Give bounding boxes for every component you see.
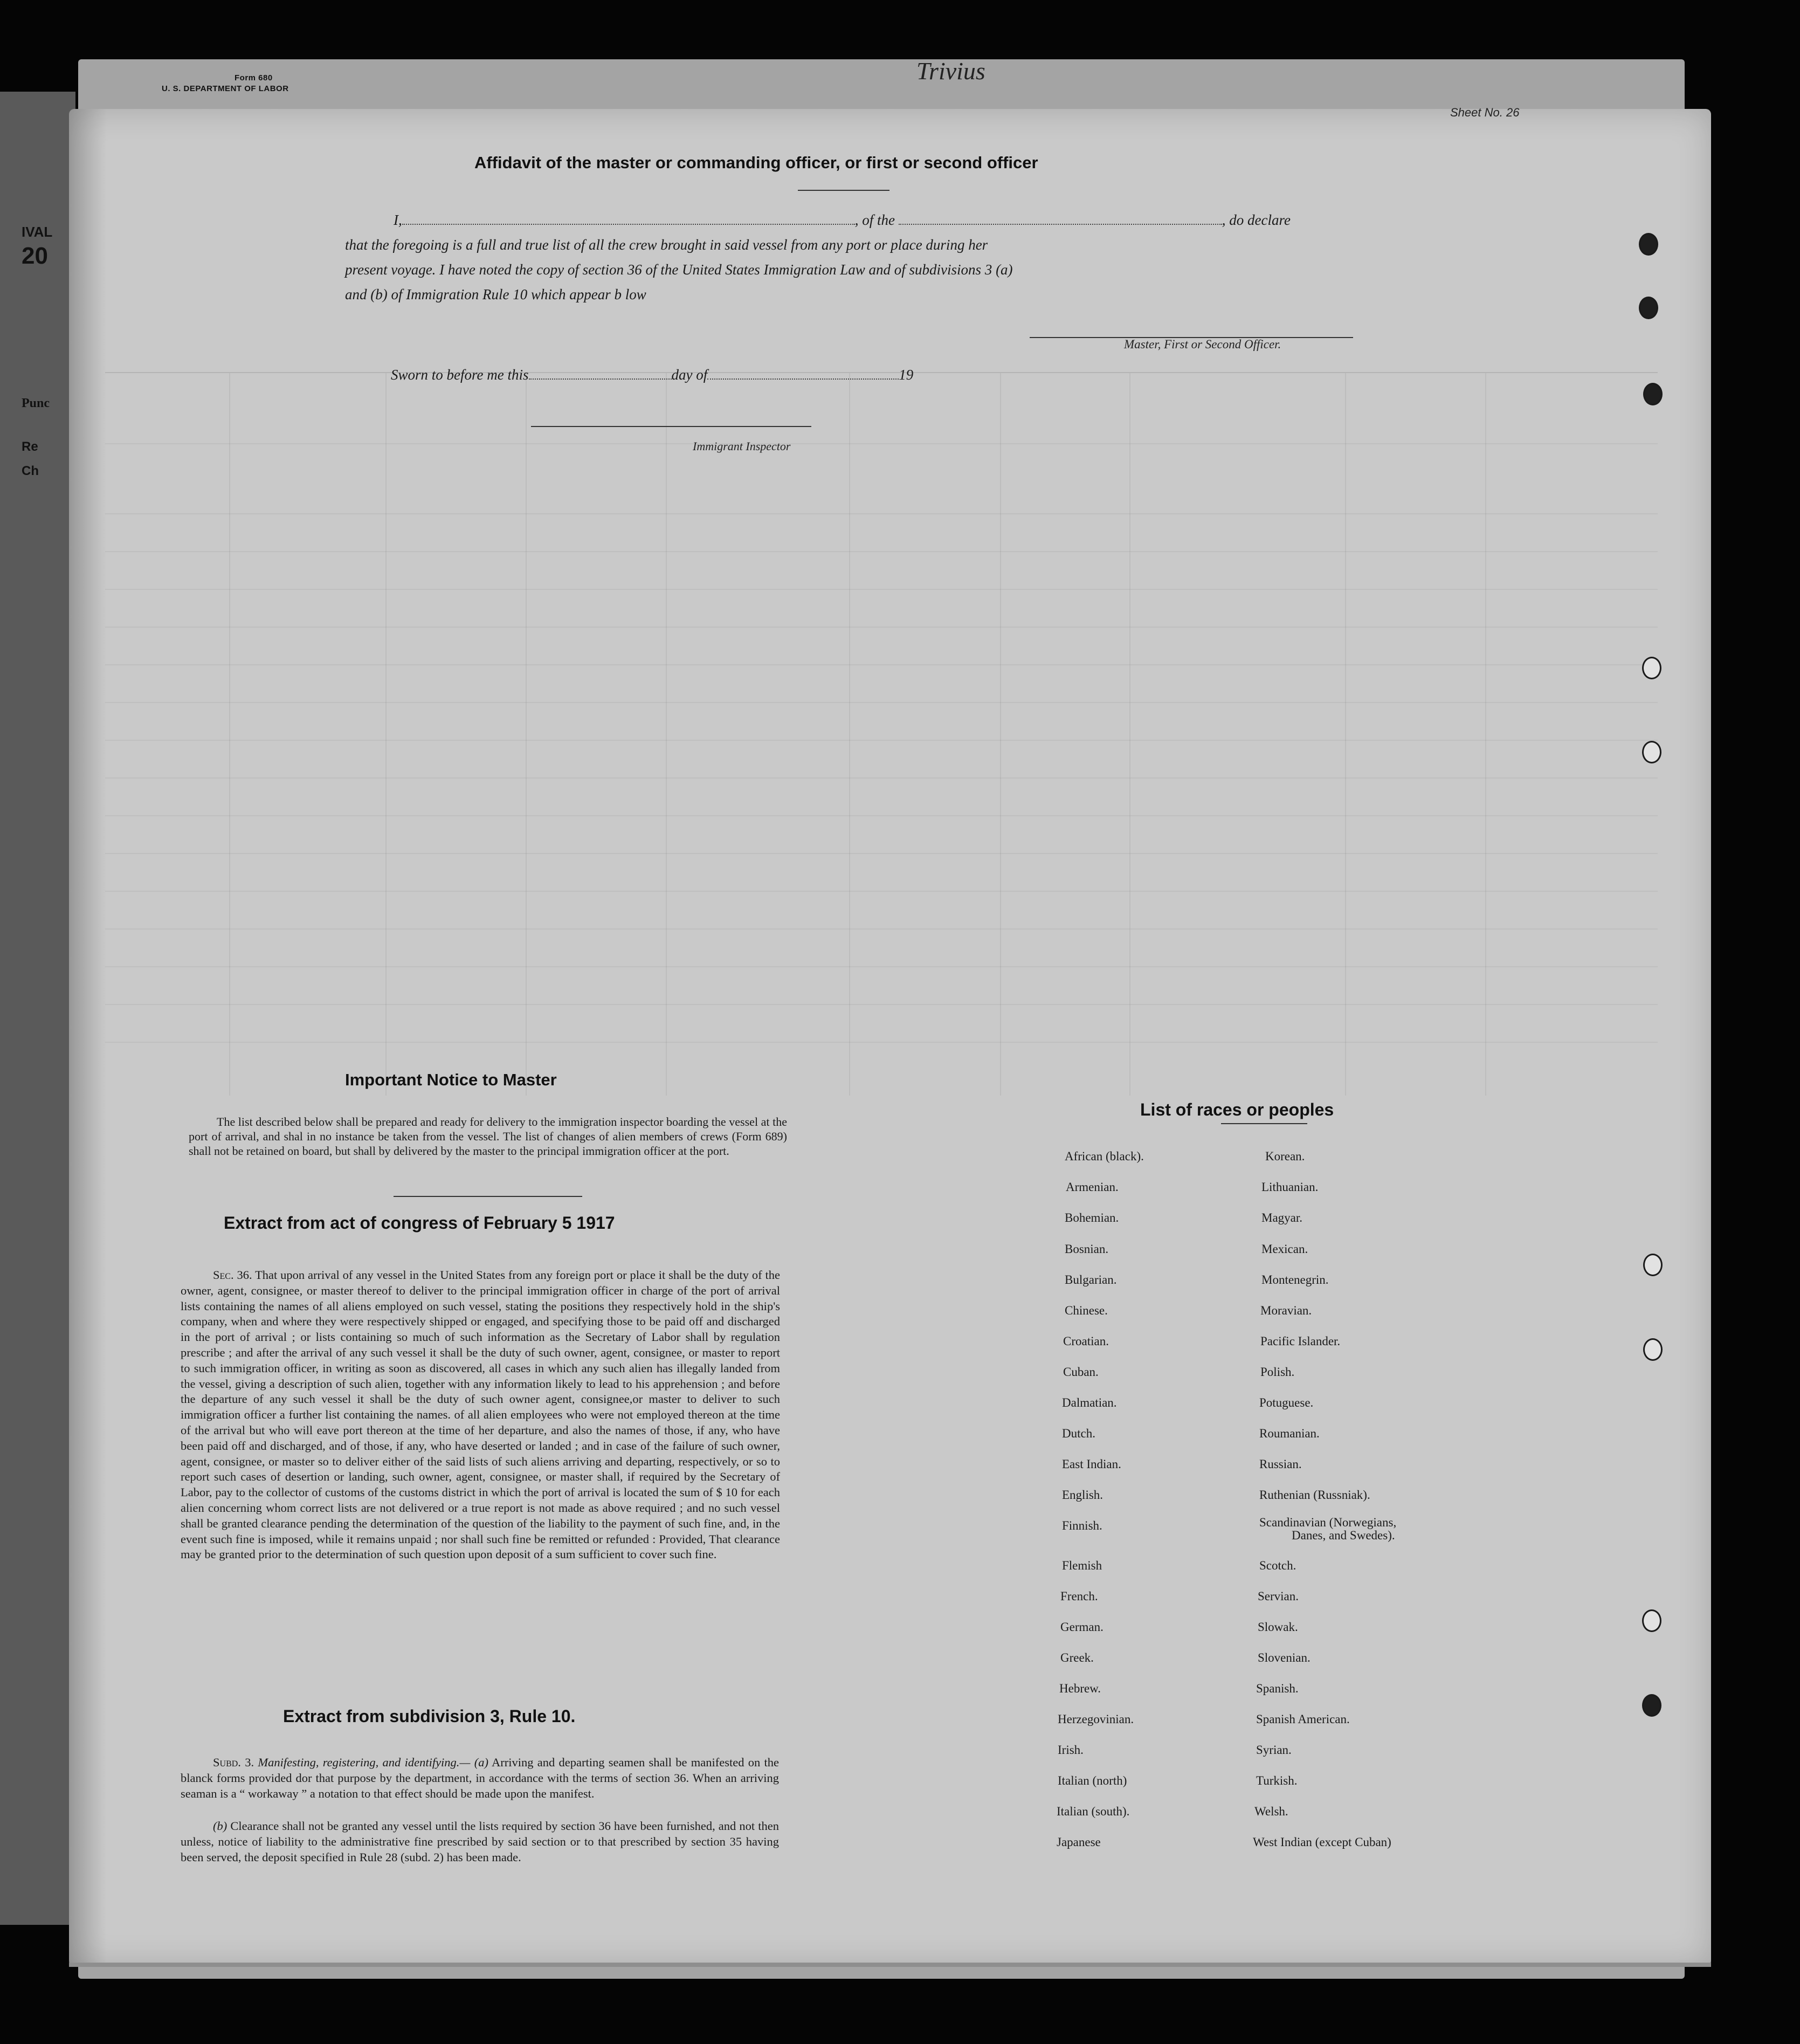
race-item: Armenian. <box>1066 1180 1119 1194</box>
race-item: Syrian. <box>1256 1743 1292 1757</box>
page-bottom-edge <box>69 1963 1711 1967</box>
race-item: Bohemian. <box>1065 1211 1119 1224</box>
punch-hole-icon <box>1643 383 1663 405</box>
inspector-label: Immigrant Inspector <box>693 439 791 453</box>
punch-hole-icon <box>1642 1694 1661 1717</box>
sworn-day-blank <box>529 368 672 380</box>
notice-title: Important Notice to Master <box>345 1070 557 1089</box>
race-item: Montenegrin. <box>1261 1273 1329 1286</box>
affidavit-text <box>345 208 1348 307</box>
races-title: List of races or peoples <box>1140 1100 1334 1119</box>
race-item: Croatian. <box>1063 1334 1109 1348</box>
race-item: Italian (south). <box>1057 1805 1130 1818</box>
rule-10-para-a: Subd. 3. Manifesting, registering, and identifying.— (a) Arriving and departing seamen shall be manifested on the blanck forms provided dor that purpose by the department, in accordance with the terms of section 36. When an arriving seaman is a “ workaway ” a notation to that effect should be made upon the manifest. <box>181 1756 780 1800</box>
race-item: Finnish. <box>1062 1519 1102 1532</box>
extract-congress-title: Extract from act of congress of February 5 1917 <box>224 1213 615 1233</box>
section-rule <box>394 1196 582 1197</box>
adjacent-fragment: 20 <box>22 243 48 269</box>
race-item: Servian. <box>1258 1589 1299 1603</box>
race-item: Flemish <box>1062 1559 1102 1572</box>
show-through-grid <box>105 372 1658 1096</box>
race-item: Korean. <box>1265 1150 1305 1163</box>
race-item: Spanish American. <box>1256 1712 1350 1726</box>
punch-hole-icon <box>1639 297 1658 319</box>
race-item: Spanish. <box>1256 1682 1299 1695</box>
race-item: East Indian. <box>1062 1457 1121 1471</box>
race-item: Roumanian. <box>1259 1427 1320 1440</box>
adjacent-fragment: Re <box>22 439 38 454</box>
race-item: Potuguese. <box>1259 1396 1314 1409</box>
race-item: Polish. <box>1260 1365 1295 1379</box>
race-item: Herzegovinian. <box>1058 1712 1134 1726</box>
extract-rule-title: Extract from subdivision 3, Rule 10. <box>283 1706 576 1726</box>
race-item: Greek. <box>1060 1651 1094 1664</box>
race-item: French. <box>1060 1589 1098 1603</box>
punch-hole-icon <box>1642 657 1661 679</box>
vessel-blank <box>899 213 1222 225</box>
race-item: West Indian (except Cuban) <box>1253 1835 1391 1849</box>
affidavit-title: Affidavit of the master or commanding officer, or first or second officer <box>474 153 1038 172</box>
punch-hole-icon <box>1639 233 1658 256</box>
race-item: Bulgarian. <box>1065 1273 1117 1286</box>
race-item: Scandinavian (Norwegians, <box>1259 1516 1397 1529</box>
adjacent-fragment: IVAL <box>22 224 53 240</box>
section-36-text: Sec. 36. That upon arrival of any vessel in the United States from any foreign port or place it shall be the duty of the owner, agent, consignee, or master thereof to deliver to the principal immigration officer in charge of the port of arrival lists containing the names of all aliens employed on such vessel, stating the positions they respectively hold in the ship's company, when and where they were respectively shipped or engaged, and specifying those to be paid off and discharged in the port of arrival ; or lists containing so much of such information as the Secretary of Labor shall by regulation prescribe ; and after the arrival of any such vessel it shall be the duty of such owner, agent, consignee, or master to report to such immigration officer, in writing as soon as discovered, all cases in which any such alien has illegally landed from the vessel, giving a description of such alien, together with any information likely to lead to his apprehension ; and before the departure of any such vessel it shall be the duty of such owner agent, consignee,or master to deliver to such immigration officer a further list containing the names. of all alien employees who were not employed thereon at the time of the arrival but who will eave port thereon at the time of her departure, and also the names of those, if any, who have been paid off and discharged, and of those, if any, who have deserted or landed ; and in case of the failure of such owner, agent, consignee, or master so to deliver either of the said lists of such aliens arriving and departing, respectively, or so to report such cases of desertion or landing, such owner, agent, consignee, or master shall, if required by the Secretary of Labor, pay to the collector of customs of the customs district in which the port of arrival is located the sum of $ 10 for each alien concerning whom correct lists are not delivered or a true report is not made as above required ; and no such vessel shall be granted clearance pending the determination of the question of the liability to the payment of such fine, and, in the event such fine is imposed, while it remains unpaid ; nor shall such fine be remitted or refunded : Provided, That clearance may be granted prior to the determination of such question upon deposit of a sum sufficient to cover such fine. <box>181 1268 780 1561</box>
page-shadow <box>69 109 107 1966</box>
race-item: Scotch. <box>1259 1559 1296 1572</box>
name-blank <box>402 213 855 225</box>
race-item: Russian. <box>1259 1457 1302 1471</box>
affidavit-line-1: I, , of the , do declare <box>394 212 1291 228</box>
punch-hole-icon <box>1643 1254 1663 1276</box>
race-item: German. <box>1060 1620 1104 1634</box>
affidavit-line-2: that the foregoing is a full and true list of all the crew brought in said vessel from any port or place during her <box>345 237 988 253</box>
race-item: Bosnian. <box>1065 1242 1109 1256</box>
races-underline <box>1221 1123 1307 1124</box>
race-item: Dalmatian. <box>1062 1396 1117 1409</box>
left-adjacent-page <box>0 92 75 1925</box>
form-number: Form 680 <box>235 73 273 82</box>
department-name: U. S. DEPARTMENT OF LABOR <box>162 84 289 93</box>
affidavit-line-4: and (b) of Immigration Rule 10 which appear b low <box>345 286 646 302</box>
race-item: Mexican. <box>1261 1242 1308 1256</box>
punch-hole-icon <box>1642 1609 1661 1632</box>
inspector-signature-line <box>531 426 811 427</box>
signature-label: Master, First or Second Officer. <box>1124 338 1281 351</box>
race-item: Slowak. <box>1258 1620 1298 1634</box>
race-item: Turkish. <box>1256 1774 1298 1787</box>
form-header <box>162 73 289 94</box>
adjacent-fragment: Ch <box>22 464 39 478</box>
title-rule <box>798 190 889 191</box>
sheet-number: Sheet No. 26 <box>1450 106 1520 119</box>
sworn-line: Sworn to before me this day of 19 <box>391 367 914 383</box>
race-item: Moravian. <box>1260 1304 1312 1317</box>
affidavit-line-3: present voyage. I have noted the copy of section 36 of the United States Immigration Law and of subdivisions 3 (a) <box>345 261 1013 278</box>
race-item: Magyar. <box>1261 1211 1303 1224</box>
punch-hole-icon <box>1643 1338 1663 1361</box>
race-item: Cuban. <box>1063 1365 1099 1379</box>
rule-10-para-b: (b) Clearance shall not be granted any vessel until the lists required by section 36 have been furnished, and not then unless, notice of liability to the administrative fine prescribed by said section or to that prescribed by section 35 having been served, the deposit specified in Rule 28 (subd. 2) has been made. <box>181 1819 779 1864</box>
race-item: Irish. <box>1058 1743 1084 1757</box>
punch-hole-icon <box>1642 741 1661 763</box>
race-item: Chinese. <box>1065 1304 1108 1317</box>
race-item: Welsh. <box>1254 1805 1288 1818</box>
sworn-month-blank <box>707 368 899 380</box>
handwritten-note: Trivius <box>916 57 985 85</box>
race-item: Ruthenian (Russniak). <box>1259 1488 1370 1502</box>
race-item: English. <box>1062 1488 1104 1502</box>
race-item: Slovenian. <box>1258 1651 1311 1664</box>
race-item: Italian (north) <box>1058 1774 1127 1787</box>
race-item: Japanese <box>1057 1835 1101 1849</box>
notice-body: The list described below shall be prepared and ready for delivery to the immigration inspector boarding the vessel at the port of arrival, and shal in no instance be taken from the vessel. The list of changes of alien members of crews (Form 689) shall not be retained on board, but shall by delivered by the master to the principal immigration officer at the port. <box>189 1115 787 1158</box>
adjacent-fragment: Punc <box>22 396 50 410</box>
race-item: Dutch. <box>1062 1427 1095 1440</box>
race-item: Danes, and Swedes). <box>1292 1529 1395 1542</box>
race-item: Hebrew. <box>1059 1682 1101 1695</box>
race-item: African (black). <box>1065 1150 1144 1163</box>
race-item: Lithuanian. <box>1261 1180 1319 1194</box>
race-item: Pacific Islander. <box>1260 1334 1341 1348</box>
